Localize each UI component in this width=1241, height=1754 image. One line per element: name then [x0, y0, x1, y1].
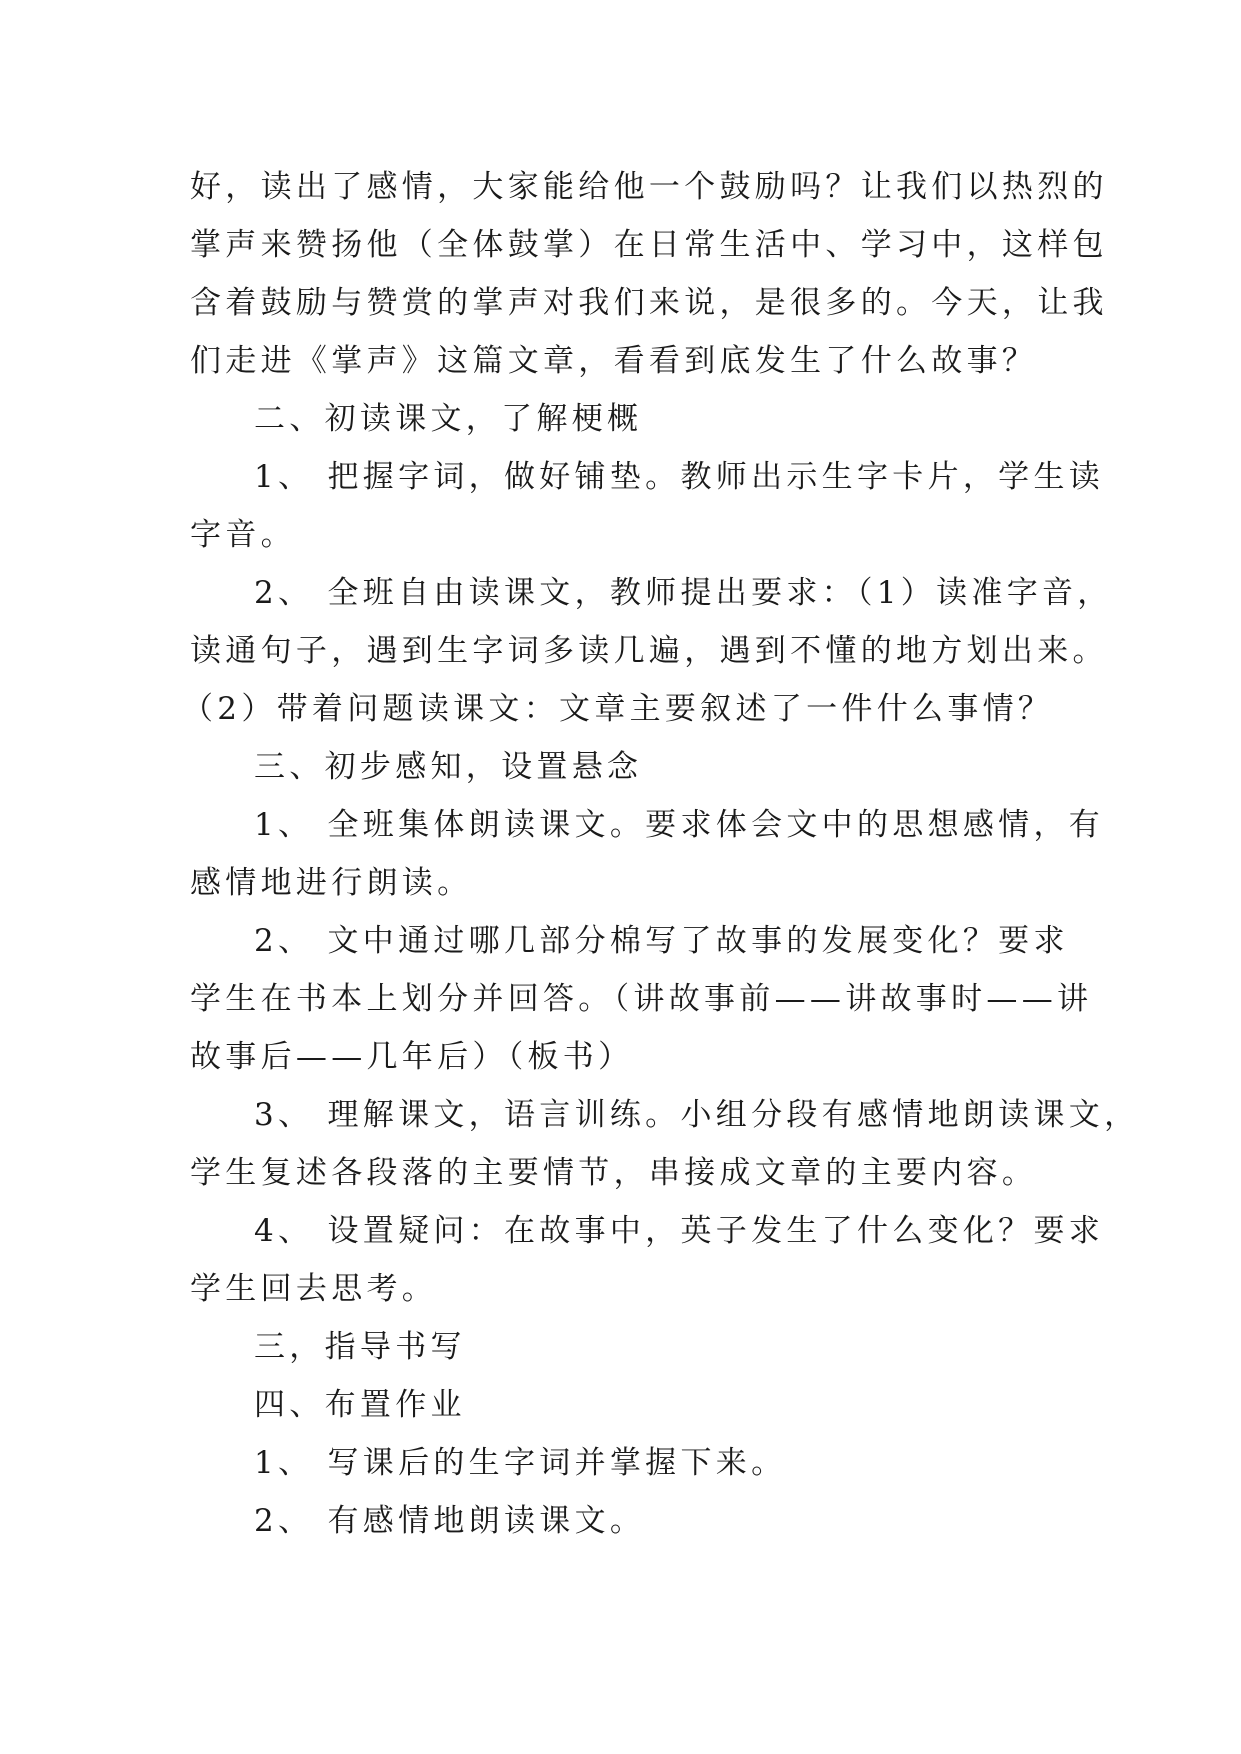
paragraph-line: 含着鼓励与赞赏的掌声对我们来说，是很多的。今天，让我 — [190, 285, 1108, 321]
paragraph-line: 读通句子，遇到生字词多读几遍，遇到不懂的地方划出来。 — [190, 633, 1108, 669]
paragraph-line: （2）带着问题读课文：文章主要叙述了一件什么事情？ — [182, 691, 1054, 727]
list-item: 1、 把握字词，做好铺垫。教师出示生字卡片，学生读 — [254, 459, 1105, 495]
paragraph-line: 好，读出了感情，大家能给他一个鼓励吗？让我们以热烈的 — [190, 169, 1108, 205]
list-item: 2、 文中通过哪几部分棉写了故事的发展变化？要求 — [254, 923, 1069, 959]
paragraph-line: 感情地进行朗读。 — [190, 865, 473, 901]
document-body — [182, 158, 1140, 1550]
paragraph-line: 学生在书本上划分并回答。（讲故事前——讲故事时——讲 — [190, 981, 1093, 1017]
list-item: 2、 全班自由读课文，教师提出要求：（1）读准字音， — [254, 575, 1113, 611]
section-heading: 二、初读课文，了解梗概 — [254, 401, 643, 437]
list-item: 2、 有感情地朗读课文。 — [254, 1503, 646, 1539]
section-heading: 三、初步感知，设置悬念 — [254, 749, 643, 785]
paragraph-line: 学生复述各段落的主要情节，串接成文章的主要内容。 — [190, 1155, 1038, 1191]
list-item: 1、 写课后的生字词并掌握下来。 — [254, 1445, 787, 1481]
section-heading: 三，指导书写 — [254, 1329, 466, 1365]
paragraph-line: 字音。 — [190, 517, 296, 553]
list-item: 4、 设置疑问：在故事中，英子发生了什么变化？要求 — [254, 1213, 1105, 1249]
paragraph-line: 学生回去思考。 — [190, 1271, 438, 1307]
paragraph-line: 们走进《掌声》这篇文章，看看到底发生了什么故事？ — [190, 343, 1038, 379]
list-item: 3、 理解课文，语言训练。小组分段有感情地朗读课文， — [254, 1097, 1140, 1133]
paragraph-line: 故事后——几年后）（板书） — [190, 1039, 634, 1075]
list-item: 1、 全班集体朗读课文。要求体会文中的思想感情，有 — [254, 807, 1105, 843]
section-heading: 四、布置作业 — [254, 1387, 466, 1423]
paragraph-line: 掌声来赞扬他（全体鼓掌）在日常生活中、学习中，这样包 — [190, 227, 1108, 263]
